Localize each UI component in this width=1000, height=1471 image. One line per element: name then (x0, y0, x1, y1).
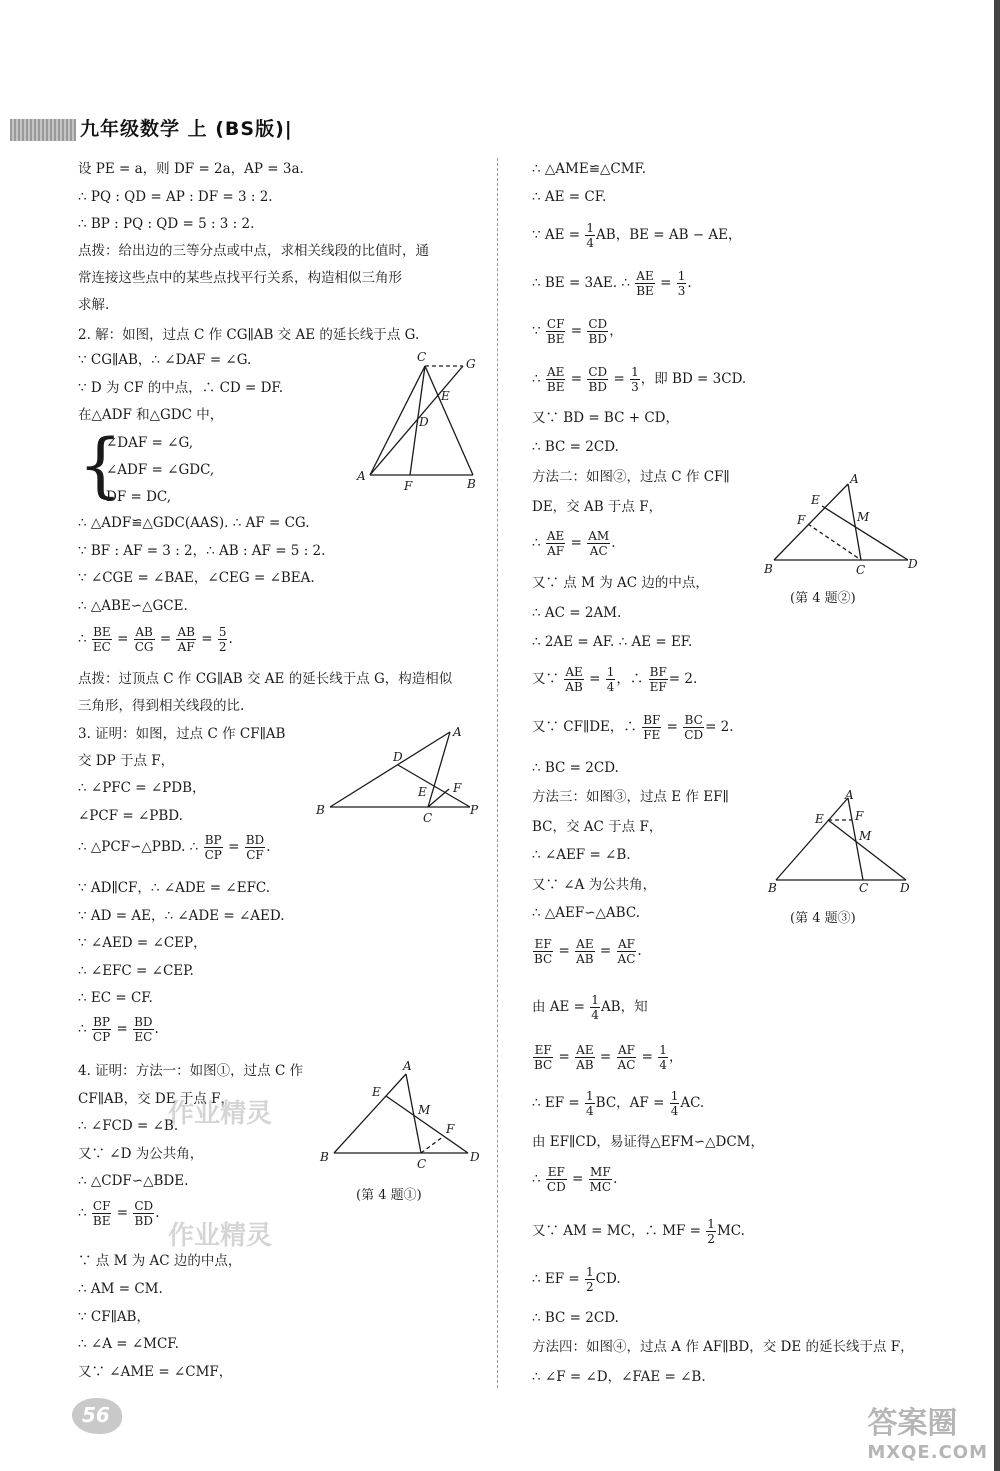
numerator: BC (684, 713, 703, 727)
point-label: B (764, 562, 773, 576)
point-label: M (857, 510, 870, 524)
fraction-equation: 又∵ CF∥DE，∴ $\frac{BF}{FE}$ = $\frac{BC}{CD}$ = 2. (532, 713, 734, 742)
fraction-equation: ∴ $\frac{CF}{BE}$ = $\frac{CD}{BD}$ . (78, 1199, 160, 1228)
figure-q2-svg (355, 348, 490, 493)
text-line: ∴ △ABE∽△GCE. (78, 598, 188, 614)
fraction-equation: ∴ $\frac{BE}{EC}$ = $\frac{AB}{CG}$ = $\frac{AB}{AF}$ = $\frac{5}{2}$ . (78, 625, 233, 654)
denominator: BC (534, 952, 553, 966)
segment-BA (776, 798, 848, 880)
numerator: CD (134, 1199, 154, 1213)
fraction (533, 1043, 553, 1072)
fraction-equation: $\frac{EF}{BC}$ = $\frac{AE}{AB}$ = $\frac{AF}{AC}$ . (534, 937, 642, 966)
text-line: ∴ △AEF∽△ABC. (532, 905, 640, 921)
fraction (533, 937, 553, 966)
denominator: EC (134, 1030, 153, 1044)
segment-CF (421, 1136, 444, 1153)
text-line: ∴ BP : PQ : QD = 5 : 3 : 2. (78, 216, 255, 232)
numerator: CD (588, 317, 608, 331)
numerator: BD (134, 1015, 153, 1029)
numerator: 1 (659, 1043, 667, 1057)
site-watermark-url: MXQE.COM (867, 1442, 988, 1463)
denominator: 2 (707, 1232, 715, 1246)
fraction (658, 1043, 668, 1072)
hint-line: 常连接这些点中的某些点找平行关系，构造相似三角形 (78, 270, 402, 286)
text-line: ∴ AM = CM. (78, 1281, 163, 1297)
numerator: 1 (591, 993, 599, 1007)
method-heading: 方法四：如图④，过点 A 作 AF∥BD，交 DE 的延长线于点 F， (532, 1339, 914, 1355)
fraction-equation: ∴ $\frac{AE}{BE}$ = $\frac{CD}{BD}$ = $\frac{1}{3}$ ，即 BD = 3CD. (532, 365, 747, 394)
fraction (590, 993, 600, 1022)
text-line: ∴ ∠A = ∠MCF. (78, 1336, 179, 1352)
numerator: CF (92, 1199, 111, 1213)
system-line: DF = DC, (106, 489, 172, 505)
fraction-equation (532, 1088, 704, 1118)
figure-caption: (第 4 题③) (790, 911, 856, 926)
text-line: ∴ △AME≌△CMF. (532, 161, 647, 177)
method-heading: 方法二：如图②，过点 C 作 CF∥ (532, 469, 730, 485)
fraction-equation (532, 1264, 621, 1294)
figure-q4-3 (760, 786, 920, 926)
denominator: FE (643, 728, 661, 742)
denominator: MC (589, 1180, 612, 1194)
text-segment: . (611, 535, 616, 551)
numerator: AB (177, 625, 195, 639)
text-segment: = 2. (668, 671, 698, 687)
method-heading: 方法三：如图③，过点 E 作 EF∥ (532, 789, 729, 805)
text-line: ∴ PQ : QD = AP : DF = 3 : 2. (78, 189, 273, 205)
text-line: ∴ ∠EFC = ∠CEP. (78, 963, 194, 979)
point-label: A (357, 469, 366, 483)
denominator: BE (546, 380, 565, 394)
point-label: C (417, 350, 427, 364)
text-segment: ∴ (532, 535, 541, 551)
hint-line: 点拨：过顶点 C 作 CG∥AB 交 AE 的延长线于点 G，构造相似 (78, 671, 453, 687)
brace-symbol: { (78, 424, 123, 506)
text-line: 设 PE = a，则 DF = 2a，AP = 3a. (78, 161, 304, 177)
numerator: AF (617, 937, 635, 951)
point-label: B (316, 803, 325, 817)
text-line: ∵ BF : AF = 3 : 2，∴ AB : AF = 5 : 2. (78, 543, 326, 559)
denominator: CP (204, 848, 222, 862)
fraction-equation: ∵ $\frac{CF}{BE}$ = $\frac{CD}{BD}$ ， (532, 317, 623, 346)
text-line: DE，交 AB 于点 F， (532, 499, 663, 515)
point-label: P (470, 803, 479, 817)
fraction-equation: 又∵ $\frac{AE}{AB}$ = $\frac{1}{4}$ ，∴ $\frac{BF}{EF}$ = 2. (532, 665, 698, 694)
question-3-heading: 3. 证明：如图，过点 C 作 CF∥AB (78, 726, 286, 742)
fraction (585, 1265, 595, 1294)
text-line: 由 EF∥CD，易证得△EFM∽△DCM， (532, 1134, 764, 1150)
point-label: M (859, 829, 872, 843)
fraction (635, 269, 655, 298)
text-segment: ，即 BD = 3CD. (640, 371, 747, 387)
point-label: F (453, 781, 462, 795)
point-label: F (446, 1122, 455, 1136)
text-line: ∴ EC = CF. (78, 990, 153, 1006)
text-segment: ∴ (78, 631, 87, 647)
fraction (133, 1199, 154, 1228)
point-label: M (418, 1103, 431, 1117)
denominator: EC (92, 640, 111, 654)
fraction (575, 937, 594, 966)
fraction-equation (532, 220, 742, 250)
fraction-equation: ∴ △PCF∽△PBD. ∴ $\frac{BP}{CP}$ = $\frac{BD}{CF}$ . (78, 833, 271, 862)
figure-q4-3-svg (760, 786, 920, 896)
figure-q4-1 (316, 1060, 486, 1203)
numerator: EF (534, 1043, 552, 1057)
figure-caption: (第 4 题②) (790, 591, 856, 606)
fraction (575, 1043, 594, 1072)
point-label: D (470, 1150, 480, 1164)
text-segment: ∵ (532, 323, 541, 339)
point-label: E (372, 1085, 381, 1099)
header-decoration-bar (10, 119, 76, 141)
segment-BA (330, 732, 450, 807)
numerator: BD (245, 833, 265, 847)
page-number: 56 (82, 1403, 110, 1427)
text-line: 又∵ 点 M 为 AC 边的中点， (532, 575, 709, 591)
watermark-text: 作业精灵 (168, 1099, 273, 1129)
fraction (706, 1217, 716, 1246)
text-line: ∵ CG∥AB，∴ ∠DAF = ∠G. (78, 352, 252, 368)
text-line: ∴ 2AE = AF. ∴ AE = EF. (532, 634, 693, 650)
fraction-equation: $\frac{EF}{BC}$ = $\frac{AE}{AB}$ = $\frac{AF}{AC}$ = $\frac{1}{4}$ ， (534, 1043, 683, 1072)
site-watermark-main: 答案圈 (867, 1406, 958, 1441)
text-segment: . (155, 1205, 160, 1221)
text-segment: ∴ EF = (532, 1095, 580, 1111)
denominator: AC (589, 544, 608, 558)
point-label: A (845, 788, 854, 802)
denominator: CD (684, 728, 704, 742)
denominator: BD (134, 1214, 153, 1228)
denominator: CD (546, 1180, 566, 1194)
text-segment: . (266, 839, 271, 855)
denominator: BE (546, 332, 565, 346)
system-line: ∠DAF = ∠G, (106, 435, 194, 451)
fraction (585, 1089, 595, 1118)
page-edge-shadow (994, 0, 1000, 1471)
fraction (218, 625, 228, 654)
fraction (642, 713, 661, 742)
segment-FC (808, 524, 861, 560)
figure-q3 (312, 722, 487, 827)
watermark-text: 作业精灵 (168, 1221, 273, 1251)
denominator: AB (565, 680, 583, 694)
denominator: BD (588, 380, 607, 394)
fraction (546, 529, 565, 558)
figure-q3-svg (312, 722, 487, 827)
text-segment: . (228, 631, 233, 647)
numerator: AE (565, 665, 583, 679)
text-segment: ∴ EF = (532, 1271, 580, 1287)
figure-caption: (第 4 题①) (356, 1188, 422, 1203)
point-label: D (908, 557, 918, 571)
numerator: AE (576, 1043, 594, 1057)
text-segment: ∵ AE = (532, 227, 581, 243)
text-segment: 由 AE = (532, 999, 585, 1015)
numerator: 1 (586, 1089, 594, 1103)
fraction (564, 665, 583, 694)
fraction (204, 833, 223, 862)
point-label: B (320, 1150, 329, 1164)
text-line: ∠PCF = ∠PBD. (78, 808, 183, 824)
numerator: 5 (218, 625, 227, 639)
fraction (677, 269, 687, 298)
point-label: D (393, 750, 403, 764)
text-segment: ∴ BE = 3AE. ∴ (532, 275, 630, 291)
text-segment: . (637, 943, 642, 959)
numerator: 1 (606, 665, 615, 679)
point-label: A (850, 472, 859, 486)
denominator: AF (177, 640, 195, 654)
text-line: ∴ AE = CF. (532, 189, 607, 205)
denominator: AB (576, 952, 594, 966)
fraction (92, 625, 112, 654)
fraction-equation: ∴ BE = 3AE. ∴ $\frac{AE}{BE}$ = $\frac{1}{3}$ . (532, 269, 692, 298)
text-line: ∵ ∠CGE = ∠BAE，∠CEG = ∠BEA. (78, 570, 315, 586)
fraction-equation (532, 1216, 745, 1246)
denominator: BC (534, 1058, 553, 1072)
fraction (683, 713, 704, 742)
denominator: 4 (606, 680, 615, 694)
fraction (630, 365, 640, 394)
denominator: 2 (586, 1280, 594, 1294)
text-line: ∴ △ADF≌△GDC(AAS). ∴ AF = CG. (78, 515, 310, 531)
text-line: ∴ ∠PFC = ∠PDB， (78, 780, 206, 796)
denominator: EF (649, 680, 667, 694)
fraction-equation: ∴ $\frac{EF}{CD}$ = $\frac{MF}{MC}$ . (532, 1165, 618, 1194)
denominator: 4 (586, 236, 595, 250)
text-segment: . (613, 1171, 618, 1187)
numerator: AM (588, 529, 610, 543)
text-segment: CD. (595, 1271, 621, 1287)
text-line: ∴ △CDF∽△BDE. (78, 1173, 189, 1189)
text-segment: 又∵ CF∥DE，∴ (532, 719, 637, 735)
fraction (587, 529, 610, 558)
text-line: 又∵ ∠A 为公共角， (532, 877, 657, 893)
numerator: AF (617, 1043, 635, 1057)
text-line: ∴ BC = 2CD. (532, 439, 619, 455)
denominator: 2 (218, 640, 227, 654)
denominator: AB (576, 1058, 594, 1072)
text-line: 又∵ BD = BC + CD， (532, 410, 679, 426)
numerator: MF (590, 1165, 611, 1179)
denominator: BE (636, 284, 654, 298)
text-line: ∴ ∠AEF = ∠B. (532, 847, 631, 863)
site-watermark (867, 1398, 988, 1463)
denominator: CF (246, 848, 264, 862)
fraction-equation: ∴ $\frac{BP}{CP}$ = $\frac{BD}{EC}$ . (78, 1015, 159, 1044)
equation-system (78, 424, 278, 510)
denominator: 4 (659, 1058, 667, 1072)
text-segment: . (687, 275, 692, 291)
hint-line: 点拨：给出边的三等分点或中点，求相关线段的比值时，通 (78, 243, 429, 259)
fraction (587, 365, 608, 394)
text-line: ∴ BC = 2CD. (532, 1310, 619, 1326)
numerator: 1 (586, 1265, 594, 1279)
point-label: C (417, 1157, 427, 1170)
text-segment: ∴ (78, 1021, 87, 1037)
hint-line: 三角形，得到相关线段的比. (78, 698, 245, 714)
system-line: ∠ADF = ∠GDC, (106, 462, 215, 478)
numerator: AE (636, 269, 654, 283)
text-segment: ∴ (78, 1205, 87, 1221)
denominator: CP (92, 1030, 111, 1044)
fraction (546, 365, 566, 394)
numerator: CD (588, 365, 608, 379)
point-label: A (453, 725, 462, 739)
text-line: 交 DP 于点 F， (78, 753, 175, 769)
numerator: BF (643, 713, 661, 727)
numerator: 1 (670, 1089, 679, 1103)
point-label: F (404, 479, 413, 493)
numerator: EF (534, 937, 552, 951)
text-segment: 又∵ AM = MC，∴ MF = (532, 1223, 701, 1239)
point-label: C (859, 881, 869, 895)
text-segment: ， (609, 323, 623, 339)
text-line: ∴ ∠FCD = ∠B. (78, 1118, 179, 1134)
column-divider (497, 158, 498, 1388)
text-line: ∵ ∠AED = ∠CEP， (78, 935, 207, 951)
text-segment: BC，AF = (595, 1095, 665, 1111)
fraction-equation (532, 992, 648, 1022)
numerator: CF (546, 317, 565, 331)
numerator: AE (546, 365, 565, 379)
numerator: 1 (631, 365, 639, 379)
denominator: AC (617, 952, 636, 966)
fraction (617, 937, 637, 966)
point-label: D (900, 881, 910, 895)
point-label: G (466, 357, 476, 371)
figure-q4-1-svg (316, 1060, 486, 1170)
text-line: ∵ AD∥CF，∴ ∠ADE = ∠EFC. (78, 880, 271, 896)
text-segment: MC. (716, 1223, 745, 1239)
point-label: F (797, 513, 806, 527)
denominator: BE (92, 1214, 111, 1228)
numerator: 1 (707, 1217, 715, 1231)
point-label: A (403, 1060, 412, 1073)
hint-line: 求解. (78, 297, 110, 313)
fraction (606, 665, 616, 694)
fraction (245, 833, 265, 862)
denominator: 3 (677, 284, 686, 298)
numerator: BF (649, 665, 667, 679)
text-line: ∴ AC = 2AM. (532, 605, 622, 621)
point-label: C (856, 563, 866, 577)
numerator: BP (93, 1015, 110, 1029)
page-header-title: 九年级数学 上 (BS版)| (80, 118, 293, 140)
text-line: 又∵ ∠D 为公共角， (78, 1146, 204, 1162)
point-label: B (467, 477, 476, 491)
point-label: E (811, 493, 820, 507)
numerator: EF (547, 1165, 565, 1179)
fraction (133, 1015, 153, 1044)
denominator: 4 (591, 1008, 599, 1022)
fraction-equation: ∴ $\frac{AE}{AF}$ = $\frac{AM}{AC}$ . (532, 529, 616, 558)
fraction (92, 1015, 111, 1044)
text-line: ∴ ∠F = ∠D，∠FAE = ∠B. (532, 1369, 706, 1385)
denominator: AC (617, 1058, 636, 1072)
point-label: E (418, 785, 427, 799)
denominator: 4 (586, 1104, 594, 1118)
question-4-heading: 4. 证明：方法一：如图①，过点 C 作 (78, 1063, 304, 1079)
point-label: D (419, 415, 429, 429)
fraction (546, 1165, 567, 1194)
segment-BA (334, 1074, 406, 1153)
fraction (649, 665, 668, 694)
text-line: ∵ CF∥AB， (78, 1309, 150, 1325)
numerator: AE (576, 937, 594, 951)
text-segment: = 2. (705, 719, 734, 735)
point-label: C (423, 811, 433, 825)
text-line: 在△ADF 和△GDC 中， (78, 407, 224, 423)
fraction (92, 1199, 112, 1228)
numerator: AB (135, 625, 153, 639)
point-label: E (815, 812, 824, 826)
text-segment: 又∵ (532, 671, 559, 687)
question-2-heading: 2. 解：如图，过点 C 作 CG∥AB 交 AE 的延长线于点 G. (78, 327, 420, 343)
denominator: 3 (631, 380, 639, 394)
text-segment: AB，知 (600, 999, 648, 1015)
fraction (589, 1165, 612, 1194)
fraction (617, 1043, 637, 1072)
denominator: BD (588, 332, 607, 346)
denominator: 4 (670, 1104, 679, 1118)
point-label: B (768, 881, 777, 895)
text-line: ∵ D 为 CF 的中点，∴ CD = DF. (78, 380, 283, 396)
text-segment: ∴ (532, 371, 541, 387)
numerator: 1 (677, 269, 686, 283)
fraction (585, 221, 595, 250)
figure-q4-2-svg (760, 470, 920, 580)
text-line: BC，交 AC 于点 F， (532, 819, 663, 835)
text-segment: ，∴ (616, 671, 644, 687)
fraction (134, 625, 155, 654)
fraction (670, 1089, 680, 1118)
text-segment: ， (668, 1049, 683, 1065)
text-segment: ∴ △PCF∽△PBD. ∴ (78, 839, 199, 855)
figure-q4-2 (760, 470, 920, 606)
text-line: ∴ BC = 2CD. (532, 760, 619, 776)
text-segment: AC. (680, 1095, 705, 1111)
text-line: ∵ AD = AE，∴ ∠ADE = ∠AED. (78, 908, 285, 924)
figure-q2-triangle (355, 348, 490, 493)
text-line: CF∥AB，交 DE 于点 F， (78, 1091, 235, 1107)
fraction (587, 317, 608, 346)
fraction (546, 317, 566, 346)
page-number-badge (72, 1398, 122, 1434)
text-segment: ∴ (532, 1171, 541, 1187)
text-line: ∵ 点 M 为 AC 边的中点， (78, 1253, 242, 1269)
point-label: E (441, 389, 450, 403)
text-segment: AB，BE = AB − AE， (596, 227, 742, 243)
denominator: AF (547, 544, 565, 558)
numerator: AE (546, 529, 565, 543)
denominator: CG (134, 640, 154, 654)
point-label: F (855, 809, 864, 823)
numerator: BP (204, 833, 222, 847)
text-segment: . (154, 1021, 159, 1037)
text-line: 又∵ ∠AME = ∠CMF， (78, 1364, 233, 1380)
fraction (176, 625, 195, 654)
numerator: 1 (586, 221, 595, 235)
numerator: BE (93, 625, 111, 639)
